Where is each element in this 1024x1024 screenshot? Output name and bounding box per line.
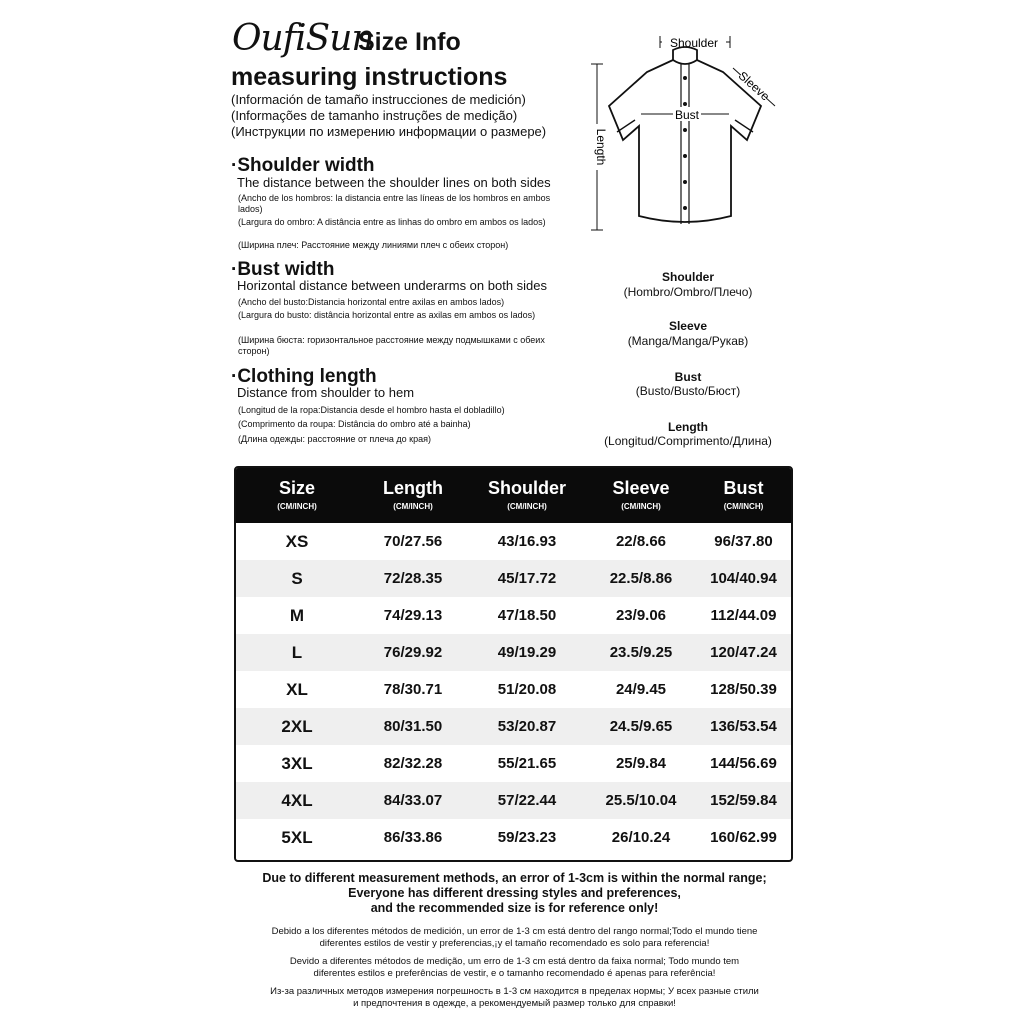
cell-shoulder: 59/23.23	[497, 829, 557, 846]
size-table	[234, 466, 793, 862]
cell-bust: 144/56.69	[710, 755, 777, 772]
header-bust: Bust (CM/INCH)	[723, 478, 764, 511]
legend-shoulder-name: Shoulder	[661, 270, 714, 284]
cell-size: L	[291, 643, 303, 662]
note-en-line-1: Due to different measurement methods, an error of 1-3cm is within the normal range;	[262, 871, 767, 885]
cell-shoulder: 55/21.65	[497, 755, 557, 772]
section-shoulder-desc: The distance between the shoulder lines on both sides	[237, 175, 551, 190]
section-bust-pt: (Largura do busto: distância horizontal entre as axilas em ambos os lados)	[238, 310, 536, 320]
cell-bust: 136/53.54	[710, 718, 777, 735]
section-length-title: ·Clothing length	[231, 366, 377, 387]
table-row	[236, 560, 791, 597]
header-size: Size (CM/INCH)	[277, 478, 317, 511]
cell-bust: 112/44.09	[710, 607, 777, 624]
section-bust-title: ·Bust width	[231, 259, 335, 280]
section-shoulder-es: (Ancho de los hombros: la distancia entre las líneas de los hombros en ambos lados)	[238, 193, 551, 214]
cell-size: XS	[285, 532, 309, 551]
legend-length-translation: (Longitud/Comprimento/Длина)	[604, 434, 772, 448]
legend-sleeve-name: Sleeve	[668, 319, 708, 333]
section-bust-desc: Horizontal distance between underarms on both sides	[237, 278, 548, 293]
cell-bust: 152/59.84	[710, 792, 777, 809]
note-ru-line-1: Из-за различных методов измерения погрешность в 1-3 см находится в пределах нормы; У всех разные стили	[270, 986, 759, 997]
header-sleeve: Sleeve (CM/INCH)	[612, 478, 670, 511]
cell-sleeve: 23.5/9.25	[609, 644, 673, 661]
diagram-length-label: Length	[594, 128, 608, 166]
diagram-sleeve-label: Sleeve	[735, 68, 773, 104]
section-bust-ru: (Ширина бюста: горизонтальное расстояние между подмышками с обеих сторон)	[238, 335, 545, 356]
page-title: Size Info	[358, 28, 461, 56]
cell-shoulder: 45/17.72	[497, 570, 557, 587]
cell-length: 80/31.50	[383, 718, 443, 735]
section-bust-es: (Ancho del busto:Distancia horizontal entre axilas en ambos lados)	[238, 297, 505, 307]
subtitle-translation-ru: (Инструкции по измерению информации о размере)	[231, 124, 547, 139]
section-length-ru: (Длина одежды: расстояние от плеча до края)	[238, 434, 431, 444]
cell-sleeve: 25.5/10.04	[605, 792, 677, 809]
cell-length: 76/29.92	[383, 644, 443, 661]
table-row	[236, 634, 791, 671]
note-pt-line-1: Devido a diferentes métodos de medição, um erro de 1-3 cm está dentro da faixa normal; Todo mundo tem	[289, 956, 740, 967]
diagram-shoulder-label: Shoulder	[669, 36, 719, 50]
cell-bust: 160/62.99	[710, 829, 777, 846]
diagram-bust-label: Bust	[674, 108, 700, 122]
cell-length: 70/27.56	[383, 533, 443, 550]
cell-shoulder: 47/18.50	[497, 607, 557, 624]
cell-bust: 104/40.94	[710, 570, 777, 587]
legend-bust-name: Bust	[674, 370, 702, 384]
cell-size: XL	[286, 680, 308, 699]
cell-bust: 96/37.80	[714, 533, 773, 550]
cell-sleeve: 25/9.84	[615, 755, 667, 772]
section-length-desc: Distance from shoulder to hem	[237, 385, 415, 400]
note-es-line-1: Debido a los diferentes métodos de medición, un error de 1-3 cm está dentro del rango normal;Todo el mundo tiene	[271, 926, 758, 937]
shirt-diagram	[575, 28, 800, 243]
cell-sleeve: 24.5/9.65	[609, 718, 673, 735]
cell-shoulder: 51/20.08	[497, 681, 557, 698]
cell-size: M	[289, 606, 305, 625]
header-shoulder: Shoulder (CM/INCH)	[487, 478, 566, 511]
cell-shoulder: 43/16.93	[497, 533, 557, 550]
cell-sleeve: 26/10.24	[611, 829, 671, 846]
table-row	[236, 597, 791, 634]
note-en-line-3: and the recommended size is for reference only!	[370, 901, 659, 915]
cell-bust: 128/50.39	[710, 681, 777, 698]
cell-bust: 120/47.24	[710, 644, 777, 661]
cell-size: 3XL	[281, 754, 313, 773]
cell-length: 84/33.07	[383, 792, 443, 809]
cell-sleeve: 22/8.66	[615, 533, 667, 550]
note-en-line-2: Everyone has different dressing styles and preferences,	[348, 886, 681, 900]
cell-sleeve: 22.5/8.86	[609, 570, 673, 587]
legend-shoulder-translation: (Hombro/Ombro/Плечо)	[623, 285, 753, 299]
note-ru-line-2: и предпочтения в одежде, а рекомендуемый размер только для справки!	[353, 998, 676, 1009]
table-header	[236, 468, 791, 523]
cell-shoulder: 57/22.44	[497, 792, 557, 809]
cell-sleeve: 24/9.45	[615, 681, 667, 698]
note-es-line-2: diferentes estilos de vestir y preferencias,¡y el tamaño recomendado es solo para referencia!	[319, 938, 710, 949]
table-row	[236, 523, 791, 560]
cell-size: S	[291, 569, 303, 588]
cell-length: 72/28.35	[383, 570, 443, 587]
cell-size: 5XL	[281, 828, 313, 847]
table-row	[236, 708, 791, 745]
table-row	[236, 819, 791, 856]
section-shoulder-pt: (Largura do ombro: A distância entre as linhas do ombro em ambos os lados)	[238, 217, 546, 227]
section-length-es: (Longitud de la ropa:Distancia desde el hombro hasta el dobladillo)	[238, 405, 505, 415]
cell-size: 2XL	[281, 717, 313, 736]
header-length: Length (CM/INCH)	[383, 478, 443, 511]
note-pt-line-2: diferentes estilos e preferências de vestir, e o tamanho recomendado é apenas para referência!	[313, 968, 716, 979]
page-subtitle: measuring instructions	[231, 63, 508, 91]
section-length-pt: (Comprimento da roupa: Distância do ombro até a bainha)	[238, 419, 471, 429]
brand-logo: OufiSun	[232, 18, 374, 59]
legend-sleeve-translation: (Manga/Manga/Рукав)	[627, 334, 749, 348]
table-row	[236, 782, 791, 819]
subtitle-translation-es: (Información de tamaño instrucciones de medición)	[231, 92, 526, 107]
cell-sleeve: 23/9.06	[615, 607, 667, 624]
section-shoulder-title: ·Shoulder width	[231, 155, 375, 176]
table-row	[236, 671, 791, 708]
subtitle-translation-pt: (Informações de tamanho instruções de medição)	[231, 108, 518, 123]
cell-length: 74/29.13	[383, 607, 443, 624]
cell-length: 78/30.71	[383, 681, 443, 698]
cell-shoulder: 53/20.87	[497, 718, 557, 735]
table-row	[236, 745, 791, 782]
cell-shoulder: 49/19.29	[497, 644, 557, 661]
cell-length: 86/33.86	[383, 829, 443, 846]
section-shoulder-ru: (Ширина плеч: Расстояние между линиями плеч с обеих сторон)	[238, 240, 509, 250]
cell-size: 4XL	[281, 791, 313, 810]
legend-bust-translation: (Busto/Busto/Бюст)	[635, 384, 741, 398]
cell-length: 82/32.28	[383, 755, 443, 772]
legend-length-name: Length	[668, 420, 708, 434]
